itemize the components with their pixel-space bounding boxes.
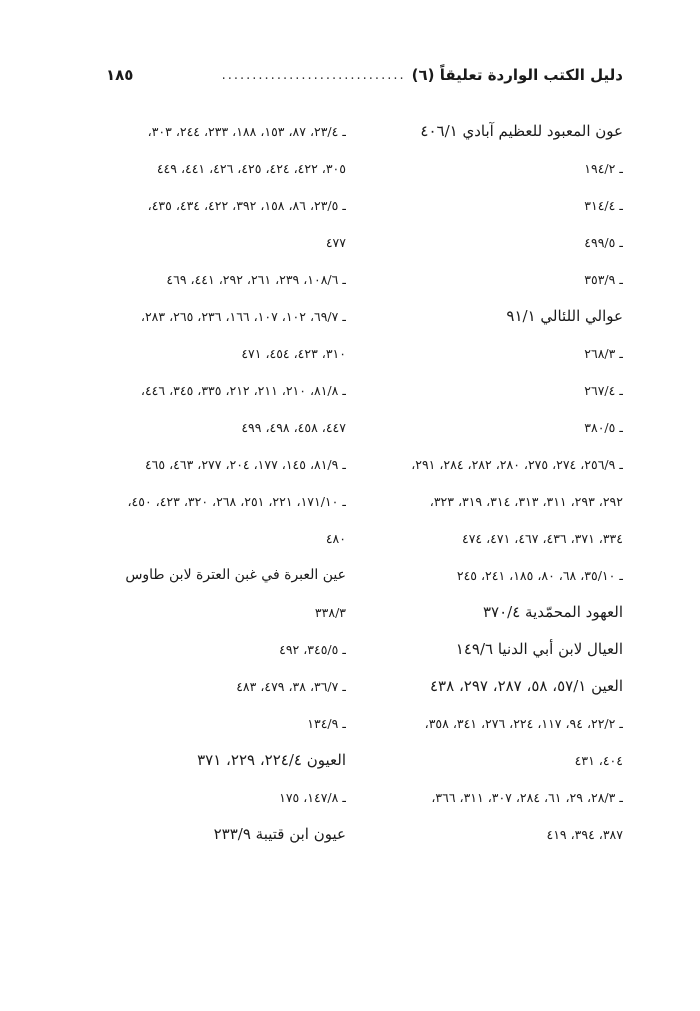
index-entry-line: عوالي اللئالي ٩١/١ bbox=[506, 307, 623, 325]
index-entry-line: عين العبرة في غبن العترة لابن طاوس bbox=[125, 567, 346, 583]
index-subentry-line: ٤٤٧، ٤٥٨، ٤٩٨، ٤٩٩ bbox=[241, 420, 346, 435]
index-subentry-line: ٣٣٤، ٣٧١، ٤٣٦، ٤٦٧، ٤٧١، ٤٧٤ bbox=[461, 531, 623, 546]
index-subentry-line: ـ ٣٥/١٠، ٦٨، ٨٠، ١٨٥، ٢٤١، ٢٤٥ bbox=[456, 568, 623, 583]
index-subentry-line: ـ ٢٣/٥، ٨٦، ١٥٨، ٣٩٢، ٤٢٢، ٤٣٤، ٤٣٥، bbox=[147, 198, 346, 213]
header-title: دليل الكتب الواردة تعليقاً (٦) bbox=[411, 66, 623, 84]
index-entry-line: عيون ابن قتيبة ٢٣٣/٩ bbox=[213, 825, 346, 843]
index-subentry-line: ٣١٠، ٤٢٣، ٤٥٤، ٤٧١ bbox=[241, 346, 346, 361]
index-subentry-line: ـ ٢٢/٢، ٩٤، ١١٧، ٢٢٤، ٢٧٦، ٣٤١، ٣٥٨، bbox=[424, 716, 623, 731]
index-subentry-line: ـ ١٩٤/٢ bbox=[584, 161, 623, 176]
index-subentry-line: ٢٩٢، ٢٩٣، ٣١١، ٣١٣، ٣١٤، ٣١٩، ٣٢٣، bbox=[429, 494, 623, 509]
index-subentry-line: ـ ٢٥٦/٩، ٢٧٤، ٢٧٥، ٢٨٠، ٢٨٢، ٢٨٤، ٢٩١، bbox=[411, 457, 623, 472]
index-subentry-line: ٤٧٧ bbox=[325, 235, 346, 250]
index-subentry-line: ـ ٣٤٥/٥، ٤٩٢ bbox=[279, 642, 346, 657]
index-subentry-line: ـ ٢٨/٣، ٢٩، ٦١، ٢٨٤، ٣٠٧، ٣١١، ٣٦٦، bbox=[431, 790, 623, 805]
index-subentry-line: ـ ١٠٨/٦، ٢٣٩، ٢٦١، ٢٩٢، ٤٤١، ٤٦٩ bbox=[166, 272, 346, 287]
index-column-left bbox=[104, 113, 346, 853]
index-subentry-line: ـ ٦٩/٧، ١٠٢، ١٠٧، ١٦٦، ٢٣٦، ٢٦٥، ٢٨٣، bbox=[140, 309, 346, 324]
index-subentry-line: ـ ٢٦٧/٤ bbox=[584, 383, 623, 398]
index-subentry-line: ـ ٢٣/٤، ٨٧، ١٥٣، ١٨٨، ٢٣٣، ٢٤٤، ٣٠٣، bbox=[147, 124, 346, 139]
header-leader-dots: .............................. bbox=[221, 67, 406, 83]
index-subentry-line: ـ ٨١/٨، ٢١٠، ٢١١، ٢١٢، ٣٣٥، ٣٤٥، ٤٤٦، bbox=[140, 383, 346, 398]
index-subentry-line: ٤٠٤، ٤٣١ bbox=[574, 753, 623, 768]
index-subentry-line: ـ ٣١٤/٤ bbox=[584, 198, 623, 213]
page-number: ١٨٥ bbox=[106, 66, 134, 84]
index-subentry-line: ـ ١٧١/١٠، ٢٢١، ٢٥١، ٢٦٨، ٣٢٠، ٤٢٣، ٤٥٠، bbox=[127, 494, 346, 509]
index-entry-line: العهود المحمّدية ٣٧٠/٤ bbox=[483, 603, 623, 621]
index-subentry-line: ـ ٣٦/٧، ٣٨، ٤٧٩، ٤٨٣ bbox=[236, 679, 346, 694]
index-subentry-line: ـ ٨١/٩، ١٤٥، ١٧٧، ٢٠٤، ٢٧٧، ٤٦٣، ٤٦٥ bbox=[144, 457, 346, 472]
index-subentry-line: ـ ٢٦٨/٣ bbox=[584, 346, 623, 361]
index-entry-line: عون المعبود للعظيم آبادي ٤٠٦/١ bbox=[420, 122, 623, 140]
index-subentry-line: ٣٣٨/٣ bbox=[314, 605, 346, 620]
index-column-right bbox=[380, 113, 623, 853]
index-subentry-line: ٤٨٠ bbox=[325, 531, 346, 546]
index-subentry-line: ـ ٣٥٣/٩ bbox=[584, 272, 623, 287]
index-subentry-line: ـ ٤٩٩/٥ bbox=[584, 235, 623, 250]
index-subentry-line: ٣٠٥، ٤٢٢، ٤٢٤، ٤٢٥، ٤٢٦، ٤٤١، ٤٤٩ bbox=[156, 161, 346, 176]
running-header bbox=[106, 62, 623, 88]
index-subentry-line: ٣٨٧، ٣٩٤، ٤١٩ bbox=[546, 827, 623, 842]
index-entry-line: العيون ٢٢٤/٤، ٢٢٩، ٣٧١ bbox=[197, 751, 346, 769]
index-subentry-line: ـ ٣٨٠/٥ bbox=[584, 420, 623, 435]
index-entry-line: العين ٥٧/١، ٥٨، ٢٨٧، ٢٩٧، ٤٣٨ bbox=[430, 677, 623, 695]
index-entry-line: العيال لابن أبي الدنيا ١٤٩/٦ bbox=[455, 640, 623, 658]
index-subentry-line: ـ ١٣٤/٩ bbox=[307, 716, 346, 731]
index-subentry-line: ـ ١٤٧/٨، ١٧٥ bbox=[279, 790, 346, 805]
